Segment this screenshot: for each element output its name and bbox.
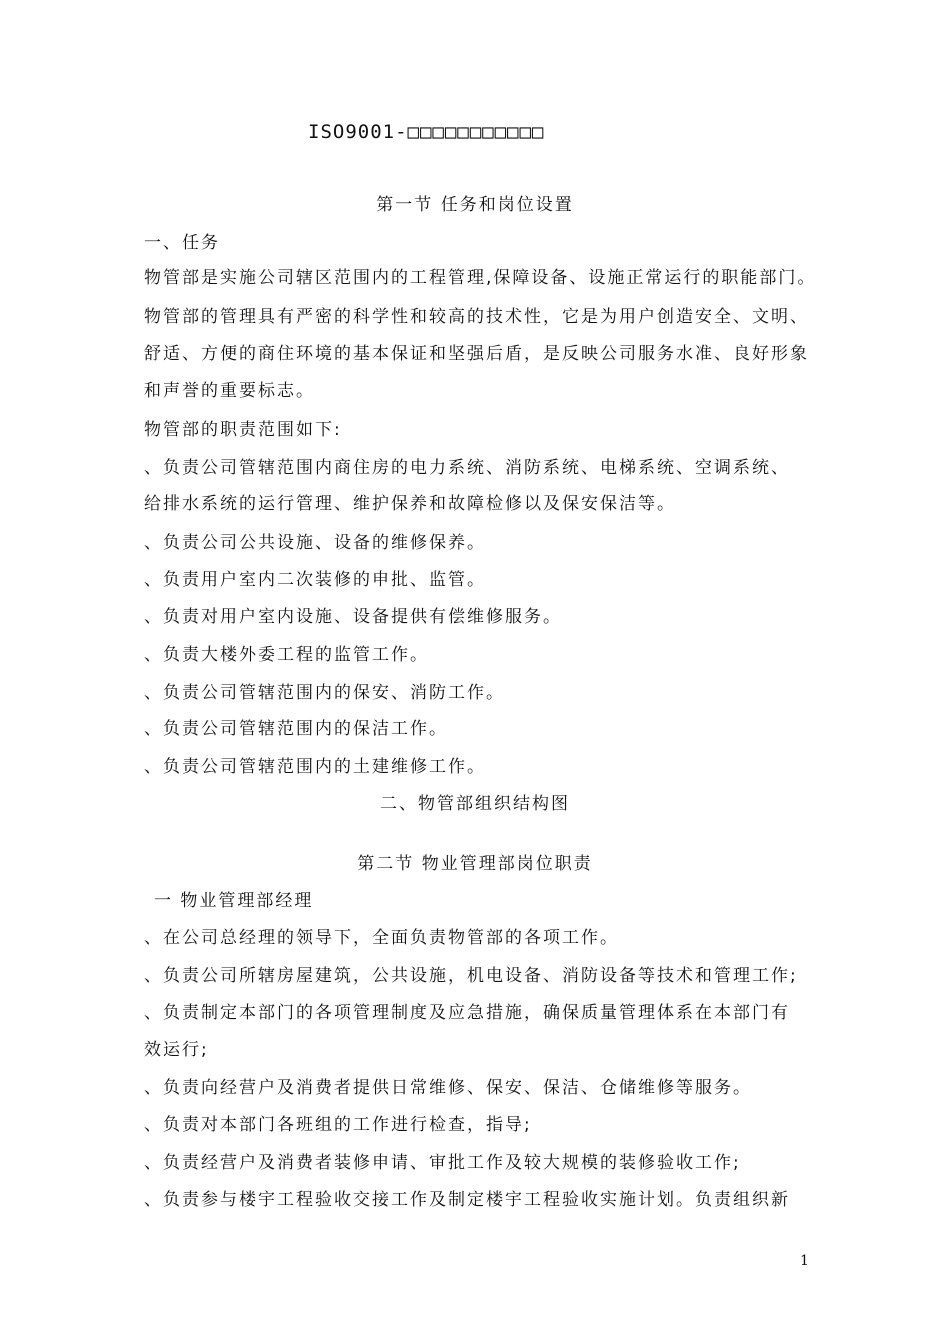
manager-heading: 一 物业管理部经理 xyxy=(154,891,314,911)
duty-item: 、负责大楼外委工程的监管工作。 xyxy=(144,645,429,665)
item1-heading: 一、任务 xyxy=(144,233,220,253)
paragraph: 物管部的管理具有严密的科学性和较高的技术性，它是为用户创造安全、文明、 xyxy=(144,307,809,327)
duty-item: 给排水系统的运行管理、维护保养和故障检修以及保安保洁等。 xyxy=(144,494,676,514)
document-title: ISO9001-□□□□□□□□□□□ xyxy=(308,121,545,143)
duty-item: 、负责公司管辖范围内的保安、消防工作。 xyxy=(144,683,505,703)
duty-item: 、负责对用户室内设施、设备提供有偿维修服务。 xyxy=(144,607,562,627)
duty-item: 、负责公司管辖范围内的保洁工作。 xyxy=(144,719,448,739)
paragraph: 物管部是实施公司辖区范围内的工程管理,保障设备、设施正常运行的职能部门。 xyxy=(144,268,817,288)
duties-intro: 物管部的职责范围如下: xyxy=(144,420,342,440)
manager-duty-item: 、负责对本部门各班组的工作进行检查，指导; xyxy=(144,1115,532,1135)
manager-duty-item: 、负责参与楼宇工程验收交接工作及制定楼宇工程验收实施计划。负责组织新 xyxy=(144,1190,790,1210)
paragraph: 和声誉的重要标志。 xyxy=(144,381,315,401)
section2-heading: 第二节 物业管理部岗位职责 xyxy=(357,854,593,874)
duty-item: 、负责公司管辖范围内的土建维修工作。 xyxy=(144,757,486,777)
manager-duty-item: 、在公司总经理的领导下，全面负责物管部的各项工作。 xyxy=(144,928,619,948)
item2-heading: 二、物管部组织结构图 xyxy=(380,794,570,814)
manager-duty-item: 效运行; xyxy=(144,1040,209,1060)
page-number: 1 xyxy=(800,1253,809,1269)
manager-duty-item: 、负责制定本部门的各项管理制度及应急措施，确保质量管理体系在本部门有 xyxy=(144,1003,790,1023)
manager-duty-item: 、负责经营户及消费者装修申请、审批工作及较大规模的装修验收工作; xyxy=(144,1153,741,1173)
paragraph: 舒适、方便的商住环境的基本保证和坚强后盾，是反映公司服务水准、良好形象 xyxy=(144,344,809,364)
duty-item: 、负责用户室内二次装修的申批、监管。 xyxy=(144,570,486,590)
duty-item: 、负责公司管辖范围内商住房的电力系统、消防系统、电梯系统、空调系统、 xyxy=(144,458,790,478)
section1-heading: 第一节 任务和岗位设置 xyxy=(376,195,574,215)
manager-duty-item: 、负责公司所辖房屋建筑，公共设施，机电设备、消防设备等技术和管理工作; xyxy=(144,966,798,986)
manager-duty-item: 、负责向经营户及消费者提供日常维修、保安、保洁、仓储维修等服务。 xyxy=(144,1078,752,1098)
duty-item: 、负责公司公共设施、设备的维修保养。 xyxy=(144,533,486,553)
